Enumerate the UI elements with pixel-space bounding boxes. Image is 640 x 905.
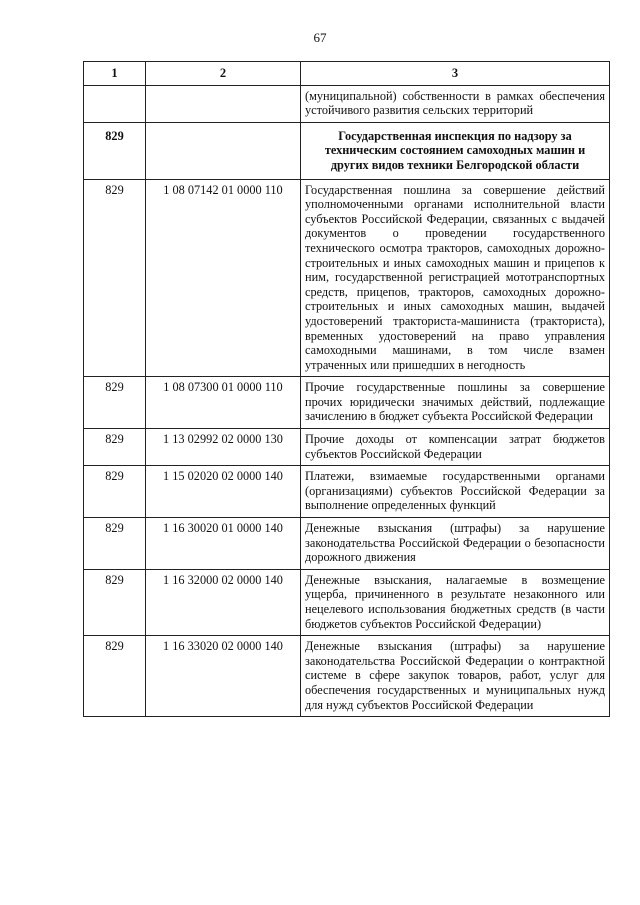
description-cell: Денежные взыскания, налагаемые в возмещение ущерба, причиненного в результате незаконного или нецелевого использования бюджетных средств (в части бюджетов субъектов Российской Федерации) [301,569,610,635]
admin-code-cell: 829 [84,518,146,570]
description-cell: (муниципальной) собственности в рамках обеспечения устойчивого развития сельских территорий [301,85,610,122]
table-row [84,636,610,717]
description-cell: Государственная инспекция по надзору за техническим состоянием самоходных машин и других видов техники Белгородской области [301,122,610,179]
header-col-1: 1 [84,62,146,86]
admin-code-cell: 829 [84,466,146,518]
header-col-2: 2 [146,62,301,86]
table-row [84,569,610,635]
revenue-codes-table [83,61,610,717]
admin-code-cell [84,85,146,122]
admin-code-cell: 829 [84,377,146,429]
description-cell: Платежи, взимаемые государственными органами (организациями) субъектов Российской Федерации за выполнение определенных функций [301,466,610,518]
budget-code-cell: 1 08 07300 01 0000 110 [146,377,301,429]
header-col-3: 3 [301,62,610,86]
admin-code-cell: 829 [84,569,146,635]
description-cell: Денежные взыскания (штрафы) за нарушение законодательства Российской Федерации о безопасности дорожного движения [301,518,610,570]
table-row [84,429,610,466]
section-row [84,122,610,179]
page-number: 67 [313,30,327,45]
budget-code-cell: 1 08 07142 01 0000 110 [146,179,301,377]
table-row [84,85,610,122]
budget-code-cell: 1 13 02992 02 0000 130 [146,429,301,466]
budget-code-cell [146,85,301,122]
description-cell: Государственная пошлина за совершение действий уполномоченными органами исполнительной власти субъектов Российской Федерации, связанных с выдачей документов о проведении государственного технического осмотра тракторов, самоходных дорожно-строительных и иных самоходных машин и прицепов к ним, государственной регистрацией мототранспортных средств, прицепов, тракторов, самоходных дорожно-строительных и иных самоходных машин, выдачей удостоверений тракториста-машиниста (тракториста), временных удостоверений на право управления самоходными машинами, в том числе взамен утраченных или пришедших в негодность [301,179,610,377]
budget-code-cell: 1 16 30020 01 0000 140 [146,518,301,570]
admin-code-cell: 829 [84,429,146,466]
budget-code-cell: 1 16 33020 02 0000 140 [146,636,301,717]
budget-code-cell [146,122,301,179]
admin-code-cell: 829 [84,122,146,179]
table-row [84,466,610,518]
description-cell: Денежные взыскания (штрафы) за нарушение законодательства Российской Федерации о контрактной системе в сфере закупок товаров, работ, услуг для обеспечения государственных и муниципальных нужд для нужд субъектов Российской Федерации [301,636,610,717]
table-row [84,377,610,429]
description-cell: Прочие доходы от компенсации затрат бюджетов субъектов Российской Федерации [301,429,610,466]
budget-code-cell: 1 16 32000 02 0000 140 [146,569,301,635]
table-row [84,179,610,377]
admin-code-cell: 829 [84,179,146,377]
table-header-row [84,62,610,86]
budget-code-cell: 1 15 02020 02 0000 140 [146,466,301,518]
table-row [84,518,610,570]
description-cell: Прочие государственные пошлины за совершение прочих юридически значимых действий, подлежащие зачислению в бюджет субъекта Российской Федерации [301,377,610,429]
admin-code-cell: 829 [84,636,146,717]
